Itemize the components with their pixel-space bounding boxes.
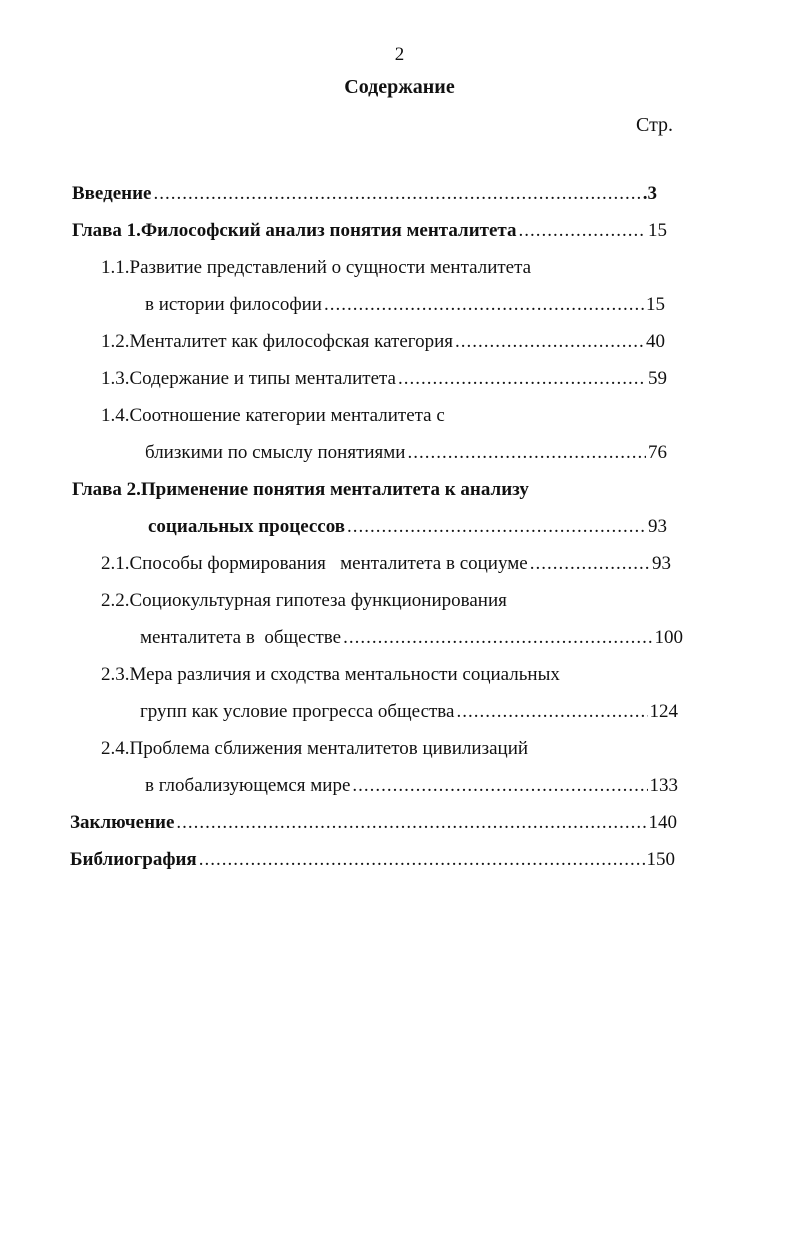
toc-page-ref: 15 xyxy=(646,294,665,315)
toc-leader-dots xyxy=(456,700,647,724)
toc-leader-dots xyxy=(530,552,650,576)
toc-entry-text: Введение xyxy=(72,183,152,204)
toc-entry-text: Библиография xyxy=(70,849,197,870)
toc-entry-text: 2.1.Способы формирования менталитета в социуме xyxy=(101,553,528,574)
toc-entry-text: 1.4.Соотношение категории менталитета с xyxy=(101,405,445,426)
toc-page-ref: 93 xyxy=(652,553,671,574)
toc-entry-1-2[interactable] xyxy=(101,330,665,354)
toc-page-ref: .3 xyxy=(642,183,657,204)
toc-leader-dots xyxy=(154,182,641,206)
toc-page-ref: 124 xyxy=(649,701,678,722)
toc-leader-dots xyxy=(455,330,644,354)
toc-entry-bibliography[interactable] xyxy=(70,848,675,872)
toc-entry-1-3[interactable] xyxy=(101,367,667,391)
toc-page-ref: 93 xyxy=(648,516,667,537)
toc-leader-dots xyxy=(324,293,644,317)
toc-entry-text: 2.4.Проблема сближения менталитетов цивилизаций xyxy=(101,738,529,759)
toc-entry-text: Заключение xyxy=(70,812,175,833)
toc-entry-text: 2.2.Социокультурная гипотеза функционирования xyxy=(101,590,507,611)
toc-entry-1-4-line-1 xyxy=(101,404,445,428)
toc-leader-dots xyxy=(343,626,652,650)
page-number: 2 xyxy=(394,44,405,65)
toc-entry-text: в истории философии xyxy=(145,294,322,315)
toc-entry-text: 1.3.Содержание и типы менталитета xyxy=(101,368,396,389)
toc-leader-dots xyxy=(347,515,646,539)
toc-page-ref: 140 xyxy=(648,812,677,833)
toc-page-ref: 150 xyxy=(646,849,675,870)
toc-entry-text: близкими по смыслу понятиями xyxy=(145,442,406,463)
page-column-label: Стр. xyxy=(636,114,674,136)
toc-leader-dots xyxy=(398,367,646,391)
toc-entry-text: менталитета в обществе xyxy=(140,627,342,648)
toc-leader-dots xyxy=(199,848,645,872)
toc-leader-dots xyxy=(518,219,646,243)
toc-entry-conclusion[interactable] xyxy=(70,811,677,835)
toc-page-ref: 59 xyxy=(648,368,667,389)
toc-title: Содержание xyxy=(344,76,455,98)
toc-entry-2-3[interactable] xyxy=(140,700,678,724)
toc-entry-text: социальных процессов xyxy=(148,516,346,537)
toc-entry-chapter-1[interactable] xyxy=(72,219,667,243)
toc-entry-2-3-line-1 xyxy=(101,663,560,687)
toc-entry-2-4-line-1 xyxy=(101,737,528,761)
toc-page-ref: 76 xyxy=(648,442,667,463)
toc-entry-introduction[interactable] xyxy=(72,182,657,206)
toc-leader-dots xyxy=(407,441,646,465)
toc-page-ref: 100 xyxy=(654,627,683,648)
toc-entry-text: 1.2.Менталитет как философская категория xyxy=(101,331,454,352)
toc-leader-dots xyxy=(352,774,647,798)
toc-entry-text: Глава 1.Философский анализ понятия менталитета xyxy=(72,220,517,241)
toc-entry-2-2-line-1 xyxy=(101,589,507,613)
toc-entry-text: групп как условие прогресса общества xyxy=(140,701,455,722)
toc-leader-dots xyxy=(176,811,646,835)
toc-entry-text: в глобализующемся мире xyxy=(145,775,351,796)
toc-page-ref: 15 xyxy=(648,220,667,241)
toc-entry-1-1-line-1 xyxy=(101,256,531,280)
toc-entry-chapter-2[interactable] xyxy=(148,515,667,539)
toc-entry-chapter-2-line-1 xyxy=(72,478,529,502)
toc-page-ref: 133 xyxy=(649,775,678,796)
toc-entry-1-1[interactable] xyxy=(145,293,665,317)
toc-entry-1-4[interactable] xyxy=(145,441,667,465)
toc-entry-text: Глава 2.Применение понятия менталитета к анализу xyxy=(72,479,529,500)
toc-entry-2-2[interactable] xyxy=(140,626,683,650)
toc-entry-text: 1.1.Развитие представлений о сущности менталитета xyxy=(101,257,532,278)
toc-entry-text: 2.3.Мера различия и сходства ментальности социальных xyxy=(101,664,560,685)
toc-page-ref: 40 xyxy=(646,331,665,352)
toc-entry-2-1[interactable] xyxy=(101,552,671,576)
toc-entry-2-4[interactable] xyxy=(145,774,678,798)
